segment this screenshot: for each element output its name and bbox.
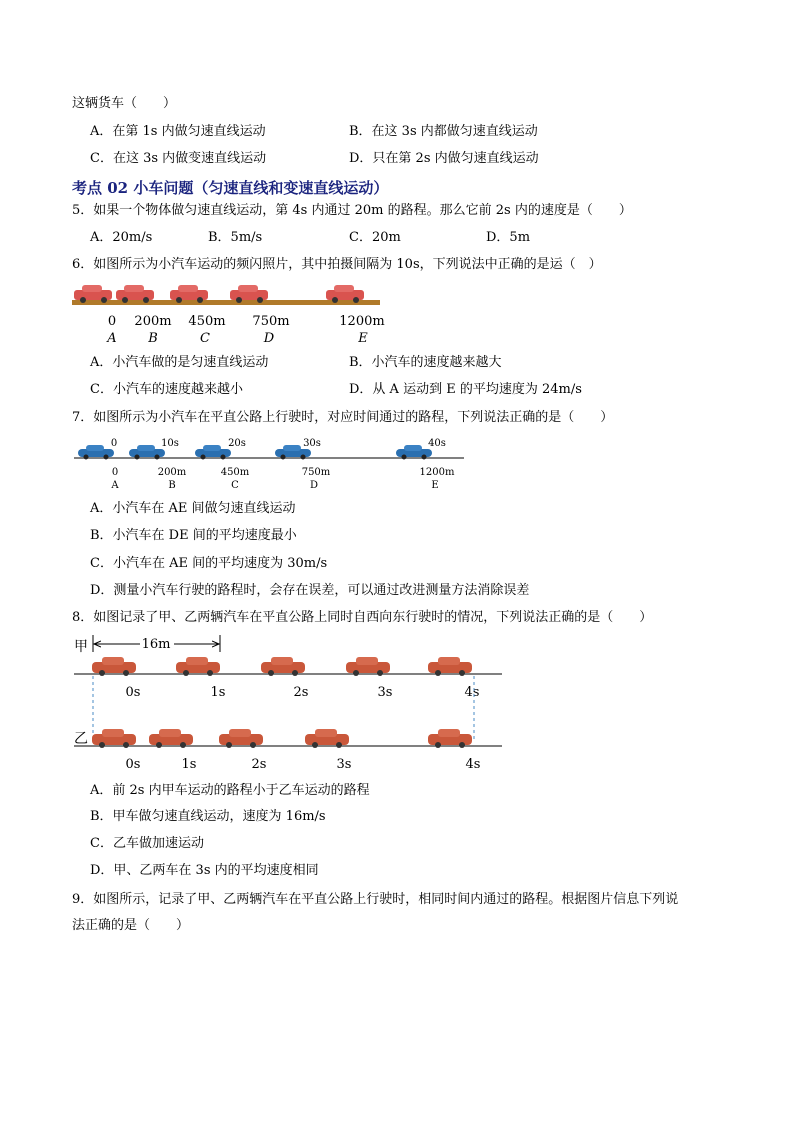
q8-yi-time-label: 0s: [125, 757, 141, 772]
q8-figure: [70, 630, 510, 778]
q6-point-label: B: [148, 331, 158, 345]
q6-point-label: C: [200, 331, 210, 345]
q6-point-label: A: [107, 331, 117, 345]
q6-stem: 6．如图所示为小汽车运动的频闪照片，其中拍摄间隔为 10s，下列说法中正确的是运（ ）: [72, 257, 602, 272]
q8-jia-time-label: 4s: [464, 685, 480, 700]
q7-time-label: 20s: [228, 438, 246, 449]
q7-car-c: [195, 445, 231, 460]
q8-yi-car: [149, 729, 193, 748]
q7-point-label: E: [431, 480, 439, 491]
q4-option-c: C．在这 3s 内做变速直线运动: [90, 151, 267, 166]
q8-yi-time-label: 4s: [465, 757, 481, 772]
q6-option-b: B．小汽车的速度越来越大: [349, 355, 502, 370]
q8-jia-car: [346, 657, 390, 676]
q8-jia-time-label: 1s: [210, 685, 226, 700]
q7-point-label: B: [168, 480, 176, 491]
q7-time-label: 10s: [161, 438, 179, 449]
q9-stem-line1: 9．如图所示，记录了甲、乙两辆汽车在平直公路上行驶时，相同时间内通过的路程。根据图片信息下列说: [72, 892, 679, 907]
q7-time-label: 30s: [303, 438, 321, 449]
q8-car-jia-label: 甲: [74, 639, 88, 655]
q6-point-label: D: [263, 331, 275, 345]
q8-yi-time-label: 1s: [181, 757, 197, 772]
q8-option-b: B．甲车做匀速直线运动，速度为 16m/s: [90, 809, 326, 824]
q6-figure: [72, 280, 392, 345]
q8-option-c: C．乙车做加速运动: [90, 836, 204, 851]
q7-figure: [72, 433, 472, 491]
q7-stem: 7．如图所示为小汽车在平直公路上行驶时，对应时间通过的路程，下列说法正确的是（ ）: [72, 410, 614, 425]
q7-option-d: D．测量小汽车行驶的路程时，会存在误差，可以通过改进测量方法消除误差: [90, 583, 530, 598]
q4-option-b: B．在这 3s 内都做匀速直线运动: [349, 124, 538, 139]
q7-point-label: A: [111, 480, 119, 491]
q6-distance-label: 750m: [252, 314, 290, 329]
q8-jia-car: [176, 657, 220, 676]
q4-option-a: A．在第 1s 内做匀速直线运动: [90, 124, 266, 139]
q6-point-label: E: [358, 331, 368, 345]
q8-option-d: D．甲、乙两车在 3s 内的平均速度相同: [90, 863, 319, 878]
section-heading: 考点 02 小车问题（匀速直线和变速直线运动）: [72, 179, 389, 197]
q7-point-label: D: [309, 480, 319, 491]
q7-car-e: [396, 445, 432, 460]
q4-option-d: D．只在第 2s 内做匀速直线运动: [349, 151, 539, 166]
q8-jia-car: [92, 657, 136, 676]
q5-option-d: D．5m: [486, 230, 531, 245]
q8-jia-time-label: 2s: [293, 685, 309, 700]
q6-option-d: D．从 A 运动到 E 的平均速度为 24m/s: [349, 382, 582, 397]
q8-yi-car: [305, 729, 349, 748]
q5-option-c: C．20m: [349, 230, 401, 245]
q8-jia-car: [428, 657, 472, 676]
q7-option-c: C．小汽车在 AE 间的平均速度为 30m/s: [90, 556, 328, 571]
q4-stem-end: 这辆货车（ ）: [72, 96, 177, 111]
q7-point-label: C: [231, 480, 239, 491]
q8-yi-car: [428, 729, 472, 748]
q7-option-a: A．小汽车在 AE 间做匀速直线运动: [90, 501, 296, 516]
q8-jia-time-label: 3s: [377, 685, 393, 700]
q7-distance-label: 0: [111, 467, 119, 478]
q7-car-a: [78, 445, 114, 460]
q5-option-b: B．5m/s: [208, 230, 263, 245]
q8-stem: 8．如图记录了甲、乙两辆汽车在平直公路上同时自西向东行驶时的情况，下列说法正确的是（ ）: [72, 610, 653, 625]
q7-distance-label: 750m: [301, 467, 331, 478]
q7-time-label: 0: [110, 438, 118, 449]
q7-option-b: B．小汽车在 DE 间的平均速度最小: [90, 528, 297, 543]
q6-option-c: C．小汽车的速度越来越小: [90, 382, 243, 397]
q5-stem: 5．如果一个物体做匀速直线运动，第 4s 内通过 20m 的路程。那么它前 2s 内的速度是（ ）: [72, 203, 632, 218]
q8-option-a: A．前 2s 内甲车运动的路程小于乙车运动的路程: [90, 783, 370, 798]
q9-stem-line2: 法正确的是（ ）: [72, 918, 190, 933]
q7-distance-label: 450m: [220, 467, 250, 478]
q8-yi-time-label: 3s: [336, 757, 352, 772]
q7-time-label: 40s: [428, 438, 446, 449]
q6-distance-label: 450m: [188, 314, 226, 329]
q8-yi-car: [219, 729, 263, 748]
q7-distance-label: 200m: [157, 467, 187, 478]
q7-distance-label: 1200m: [419, 467, 455, 478]
q8-yi-time-label: 2s: [251, 757, 267, 772]
q8-jia-car: [261, 657, 305, 676]
q7-car-b: [129, 445, 165, 460]
q8-jia-time-label: 0s: [125, 685, 141, 700]
q6-distance-label: 1200m: [339, 314, 385, 329]
q8-yi-car: [92, 729, 136, 748]
q6-option-a: A．小汽车做的是匀速直线运动: [90, 355, 269, 370]
q8-car-yi-label: 乙: [74, 731, 88, 747]
q6-distance-label: 0: [107, 314, 117, 329]
q5-option-a: A．20m/s: [90, 230, 153, 245]
q8-span-label: 16m: [141, 637, 171, 652]
q6-distance-label: 200m: [134, 314, 172, 329]
